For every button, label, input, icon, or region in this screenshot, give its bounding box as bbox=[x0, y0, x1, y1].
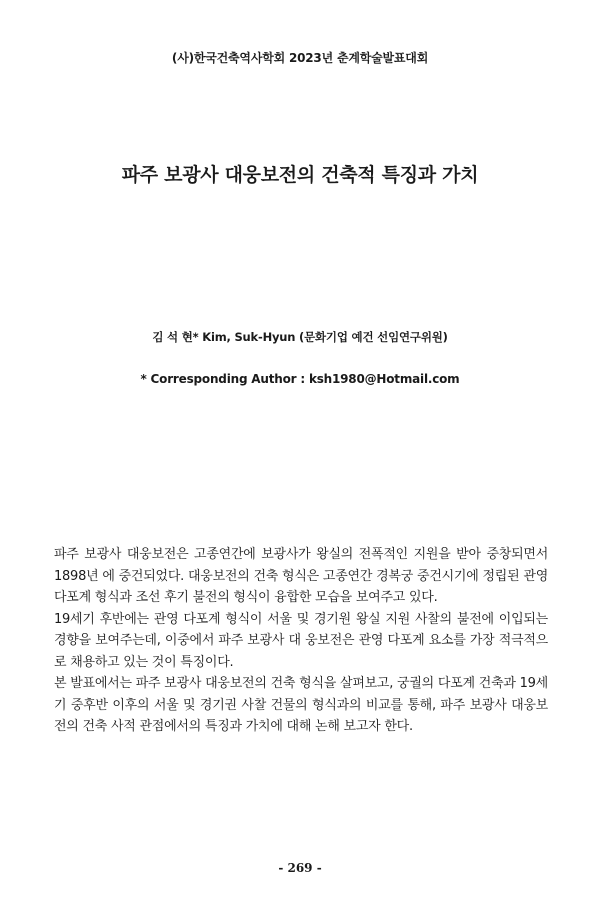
conference-header: (사)한국건축역사학회 2023년 춘계학술발표대회 bbox=[171, 51, 429, 65]
abstract-paragraph-1: 파주 보광사 대웅보전은 고종연간에 보광사가 왕실의 전폭적인 지원을 받아 중창되면서 1898년 에 중건되었다. 대웅보전의 건축 형식은 고종연간 경복궁 중건시기에 정립된 관영 다포계 형식과 조선 후기 불전의 형식이 융합한 모습을 보여주고 있다. bbox=[54, 547, 548, 605]
paper-title: 파주 보광사 대웅보전의 건축적 특징과 가치 bbox=[121, 164, 479, 186]
author-line: 김 석 현* Kim, Suk-Hyun (문화기업 예건 선임연구위원) bbox=[152, 330, 448, 344]
corresponding-author: * Corresponding Author : ksh1980@Hotmail.com bbox=[140, 372, 460, 386]
abstract-paragraph-2: 19세기 후반에는 관영 다포계 형식이 서울 및 경기원 왕실 지원 사찰의 불전에 이입되는 경향을 보여주는데, 이중에서 파주 보광사 대 웅보전은 관영 다포계 요소를 가장 적극적으로 채용하고 있는 것이 특징이다. bbox=[54, 611, 548, 670]
abstract-paragraph-3: 본 발표에서는 파주 보광사 대웅보전의 건축 형식을 살펴보고, 궁궐의 다포계 건축과 19세기 중후반 이후의 서울 및 경기권 사찰 건물의 형식과의 비교를 통해, 파주 보광사 대웅보전의 건축 사적 관점에서의 특징과 가치에 대해 논해 보고자 한다. bbox=[54, 676, 548, 734]
abstract bbox=[54, 544, 548, 738]
page-number: - 269 - bbox=[278, 861, 322, 875]
